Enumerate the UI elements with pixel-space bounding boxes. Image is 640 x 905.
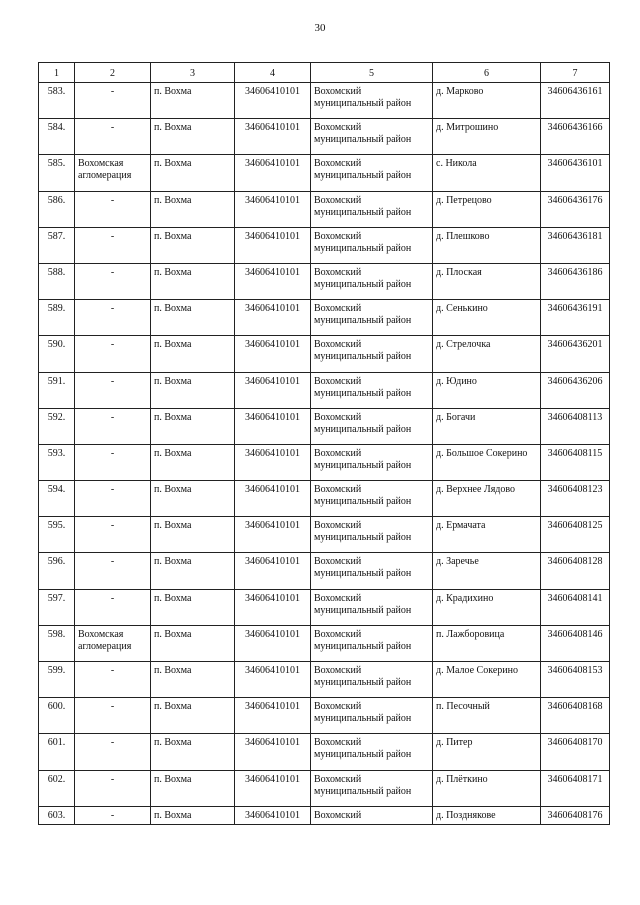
cell-center-settlement: п. Вохма xyxy=(151,698,235,734)
table-row xyxy=(39,191,610,227)
cell-row-number: 600. xyxy=(39,698,75,734)
cell-municipality: Вохомский муниципальный район xyxy=(311,336,433,372)
cell-settlement: д. Плоская xyxy=(433,263,541,299)
table-row xyxy=(39,155,610,191)
cell-settlement: д. Марково xyxy=(433,83,541,119)
cell-row-number: 599. xyxy=(39,662,75,698)
cell-municipality: Вохомский муниципальный район xyxy=(311,589,433,625)
cell-center-oktmo: 34606410101 xyxy=(235,408,311,444)
cell-row-number: 591. xyxy=(39,372,75,408)
cell-municipality: Вохомский муниципальный район xyxy=(311,408,433,444)
cell-settlement-oktmo: 34606408146 xyxy=(541,625,610,661)
table-row xyxy=(39,336,610,372)
cell-center-settlement: п. Вохма xyxy=(151,625,235,661)
cell-row-number: 587. xyxy=(39,227,75,263)
cell-row-number: 597. xyxy=(39,589,75,625)
cell-center-oktmo: 34606410101 xyxy=(235,698,311,734)
cell-agglomeration: - xyxy=(75,589,151,625)
cell-settlement-oktmo: 34606408170 xyxy=(541,734,610,770)
cell-agglomeration: - xyxy=(75,83,151,119)
cell-center-settlement: п. Вохма xyxy=(151,300,235,336)
header-cell-6: 6 xyxy=(433,63,541,83)
cell-center-settlement: п. Вохма xyxy=(151,227,235,263)
cell-settlement: д. Плёткино xyxy=(433,770,541,806)
cell-municipality: Вохомский муниципальный район xyxy=(311,155,433,191)
cell-center-oktmo: 34606410101 xyxy=(235,191,311,227)
cell-agglomeration: - xyxy=(75,336,151,372)
cell-agglomeration: - xyxy=(75,662,151,698)
cell-municipality: Вохомский муниципальный район xyxy=(311,481,433,517)
cell-agglomeration: - xyxy=(75,191,151,227)
cell-agglomeration: - xyxy=(75,734,151,770)
cell-settlement-oktmo: 34606408128 xyxy=(541,553,610,589)
cell-row-number: 594. xyxy=(39,481,75,517)
cell-settlement: п. Лажборовица xyxy=(433,625,541,661)
cell-agglomeration: - xyxy=(75,300,151,336)
header-cell-7: 7 xyxy=(541,63,610,83)
cell-agglomeration: - xyxy=(75,408,151,444)
cell-settlement: д. Малое Сокерино xyxy=(433,662,541,698)
cell-settlement-oktmo: 34606408141 xyxy=(541,589,610,625)
cell-agglomeration: - xyxy=(75,119,151,155)
cell-center-settlement: п. Вохма xyxy=(151,481,235,517)
cell-row-number: 592. xyxy=(39,408,75,444)
cell-settlement: д. Плешково xyxy=(433,227,541,263)
table-row xyxy=(39,263,610,299)
cell-center-oktmo: 34606410101 xyxy=(235,155,311,191)
cell-settlement-oktmo: 34606436161 xyxy=(541,83,610,119)
cell-settlement-oktmo: 34606436201 xyxy=(541,336,610,372)
cell-center-oktmo: 34606410101 xyxy=(235,336,311,372)
cell-center-oktmo: 34606410101 xyxy=(235,372,311,408)
cell-settlement: д. Позднякове xyxy=(433,806,541,824)
table-row xyxy=(39,625,610,661)
cell-center-settlement: п. Вохма xyxy=(151,553,235,589)
cell-row-number: 603. xyxy=(39,806,75,824)
cell-center-settlement: п. Вохма xyxy=(151,734,235,770)
cell-municipality: Вохомский xyxy=(311,806,433,824)
table-row xyxy=(39,553,610,589)
cell-center-oktmo: 34606410101 xyxy=(235,553,311,589)
cell-center-oktmo: 34606410101 xyxy=(235,806,311,824)
cell-center-settlement: п. Вохма xyxy=(151,155,235,191)
cell-municipality: Вохомский муниципальный район xyxy=(311,553,433,589)
cell-center-oktmo: 34606410101 xyxy=(235,662,311,698)
cell-row-number: 584. xyxy=(39,119,75,155)
table-row xyxy=(39,119,610,155)
cell-settlement: д. Юдино xyxy=(433,372,541,408)
cell-settlement-oktmo: 34606408176 xyxy=(541,806,610,824)
header-cell-5: 5 xyxy=(311,63,433,83)
cell-settlement-oktmo: 34606436191 xyxy=(541,300,610,336)
cell-agglomeration: Вохомская агломерация xyxy=(75,625,151,661)
cell-row-number: 583. xyxy=(39,83,75,119)
cell-settlement: д. Питер xyxy=(433,734,541,770)
header-cell-2: 2 xyxy=(75,63,151,83)
cell-center-oktmo: 34606410101 xyxy=(235,263,311,299)
cell-settlement-oktmo: 34606408123 xyxy=(541,481,610,517)
cell-settlement: д. Крадихино xyxy=(433,589,541,625)
cell-center-settlement: п. Вохма xyxy=(151,263,235,299)
cell-center-oktmo: 34606410101 xyxy=(235,589,311,625)
cell-municipality: Вохомский муниципальный район xyxy=(311,191,433,227)
cell-row-number: 586. xyxy=(39,191,75,227)
cell-settlement-oktmo: 34606408115 xyxy=(541,444,610,480)
cell-center-oktmo: 34606410101 xyxy=(235,83,311,119)
cell-settlement: д. Большое Сокерино xyxy=(433,444,541,480)
cell-settlement-oktmo: 34606436166 xyxy=(541,119,610,155)
cell-center-settlement: п. Вохма xyxy=(151,119,235,155)
cell-settlement: д. Митрошино xyxy=(433,119,541,155)
cell-municipality: Вохомский муниципальный район xyxy=(311,770,433,806)
cell-settlement-oktmo: 34606408125 xyxy=(541,517,610,553)
cell-center-oktmo: 34606410101 xyxy=(235,119,311,155)
cell-settlement-oktmo: 34606408168 xyxy=(541,698,610,734)
table-row xyxy=(39,408,610,444)
table-row xyxy=(39,662,610,698)
cell-center-settlement: п. Вохма xyxy=(151,662,235,698)
header-cell-3: 3 xyxy=(151,63,235,83)
table-row xyxy=(39,300,610,336)
cell-row-number: 596. xyxy=(39,553,75,589)
cell-settlement-oktmo: 34606408171 xyxy=(541,770,610,806)
cell-center-oktmo: 34606410101 xyxy=(235,300,311,336)
cell-center-oktmo: 34606410101 xyxy=(235,227,311,263)
header-row xyxy=(39,63,610,83)
header-cell-4: 4 xyxy=(235,63,311,83)
cell-agglomeration: - xyxy=(75,481,151,517)
cell-center-settlement: п. Вохма xyxy=(151,372,235,408)
cell-center-settlement: п. Вохма xyxy=(151,336,235,372)
cell-center-settlement: п. Вохма xyxy=(151,408,235,444)
cell-municipality: Вохомский муниципальный район xyxy=(311,444,433,480)
table-row xyxy=(39,83,610,119)
cell-agglomeration: - xyxy=(75,227,151,263)
cell-municipality: Вохомский муниципальный район xyxy=(311,263,433,299)
cell-settlement-oktmo: 34606436186 xyxy=(541,263,610,299)
cell-municipality: Вохомский муниципальный район xyxy=(311,119,433,155)
cell-settlement: д. Петрецово xyxy=(433,191,541,227)
cell-center-settlement: п. Вохма xyxy=(151,589,235,625)
cell-municipality: Вохомский муниципальный район xyxy=(311,517,433,553)
cell-center-settlement: п. Вохма xyxy=(151,770,235,806)
table-row xyxy=(39,734,610,770)
cell-agglomeration: - xyxy=(75,770,151,806)
cell-center-settlement: п. Вохма xyxy=(151,191,235,227)
cell-center-settlement: п. Вохма xyxy=(151,517,235,553)
table-body xyxy=(39,83,610,825)
table-row xyxy=(39,517,610,553)
cell-municipality: Вохомский муниципальный район xyxy=(311,625,433,661)
cell-agglomeration: - xyxy=(75,444,151,480)
cell-row-number: 598. xyxy=(39,625,75,661)
cell-agglomeration: - xyxy=(75,698,151,734)
cell-settlement: д. Заречье xyxy=(433,553,541,589)
table-row xyxy=(39,372,610,408)
cell-center-settlement: п. Вохма xyxy=(151,83,235,119)
table-row xyxy=(39,698,610,734)
cell-row-number: 589. xyxy=(39,300,75,336)
cell-row-number: 595. xyxy=(39,517,75,553)
cell-center-settlement: п. Вохма xyxy=(151,806,235,824)
cell-settlement-oktmo: 34606436181 xyxy=(541,227,610,263)
table-row xyxy=(39,806,610,824)
cell-center-oktmo: 34606410101 xyxy=(235,625,311,661)
table-row xyxy=(39,227,610,263)
cell-settlement-oktmo: 34606436206 xyxy=(541,372,610,408)
cell-agglomeration: - xyxy=(75,553,151,589)
cell-municipality: Вохомский муниципальный район xyxy=(311,734,433,770)
cell-settlement-oktmo: 34606436176 xyxy=(541,191,610,227)
cell-settlement: д. Богачи xyxy=(433,408,541,444)
cell-settlement-oktmo: 34606408153 xyxy=(541,662,610,698)
cell-settlement: п. Песочный xyxy=(433,698,541,734)
cell-agglomeration: - xyxy=(75,372,151,408)
table-header xyxy=(39,63,610,83)
cell-agglomeration: - xyxy=(75,263,151,299)
cell-municipality: Вохомский муниципальный район xyxy=(311,662,433,698)
table-row xyxy=(39,481,610,517)
cell-municipality: Вохомский муниципальный район xyxy=(311,300,433,336)
cell-settlement: д. Верхнее Лядово xyxy=(433,481,541,517)
cell-row-number: 588. xyxy=(39,263,75,299)
header-cell-1: 1 xyxy=(39,63,75,83)
page-number: 30 xyxy=(314,22,326,34)
cell-row-number: 585. xyxy=(39,155,75,191)
table-row xyxy=(39,589,610,625)
cell-row-number: 593. xyxy=(39,444,75,480)
cell-settlement: д. Ермачата xyxy=(433,517,541,553)
table-row xyxy=(39,444,610,480)
cell-row-number: 590. xyxy=(39,336,75,372)
cell-agglomeration: Вохомская агломерация xyxy=(75,155,151,191)
cell-settlement: д. Стрелочка xyxy=(433,336,541,372)
cell-municipality: Вохомский муниципальный район xyxy=(311,698,433,734)
cell-settlement: с. Никола xyxy=(433,155,541,191)
cell-center-oktmo: 34606410101 xyxy=(235,770,311,806)
cell-settlement: д. Сенькино xyxy=(433,300,541,336)
cell-center-oktmo: 34606410101 xyxy=(235,444,311,480)
cell-center-oktmo: 34606410101 xyxy=(235,517,311,553)
cell-municipality: Вохомский муниципальный район xyxy=(311,372,433,408)
cell-row-number: 601. xyxy=(39,734,75,770)
cell-row-number: 602. xyxy=(39,770,75,806)
registry-table xyxy=(38,62,610,825)
cell-agglomeration: - xyxy=(75,806,151,824)
cell-settlement-oktmo: 34606436101 xyxy=(541,155,610,191)
cell-center-oktmo: 34606410101 xyxy=(235,734,311,770)
cell-municipality: Вохомский муниципальный район xyxy=(311,227,433,263)
cell-center-oktmo: 34606410101 xyxy=(235,481,311,517)
cell-agglomeration: - xyxy=(75,517,151,553)
cell-settlement-oktmo: 34606408113 xyxy=(541,408,610,444)
cell-municipality: Вохомский муниципальный район xyxy=(311,83,433,119)
table-row xyxy=(39,770,610,806)
cell-center-settlement: п. Вохма xyxy=(151,444,235,480)
